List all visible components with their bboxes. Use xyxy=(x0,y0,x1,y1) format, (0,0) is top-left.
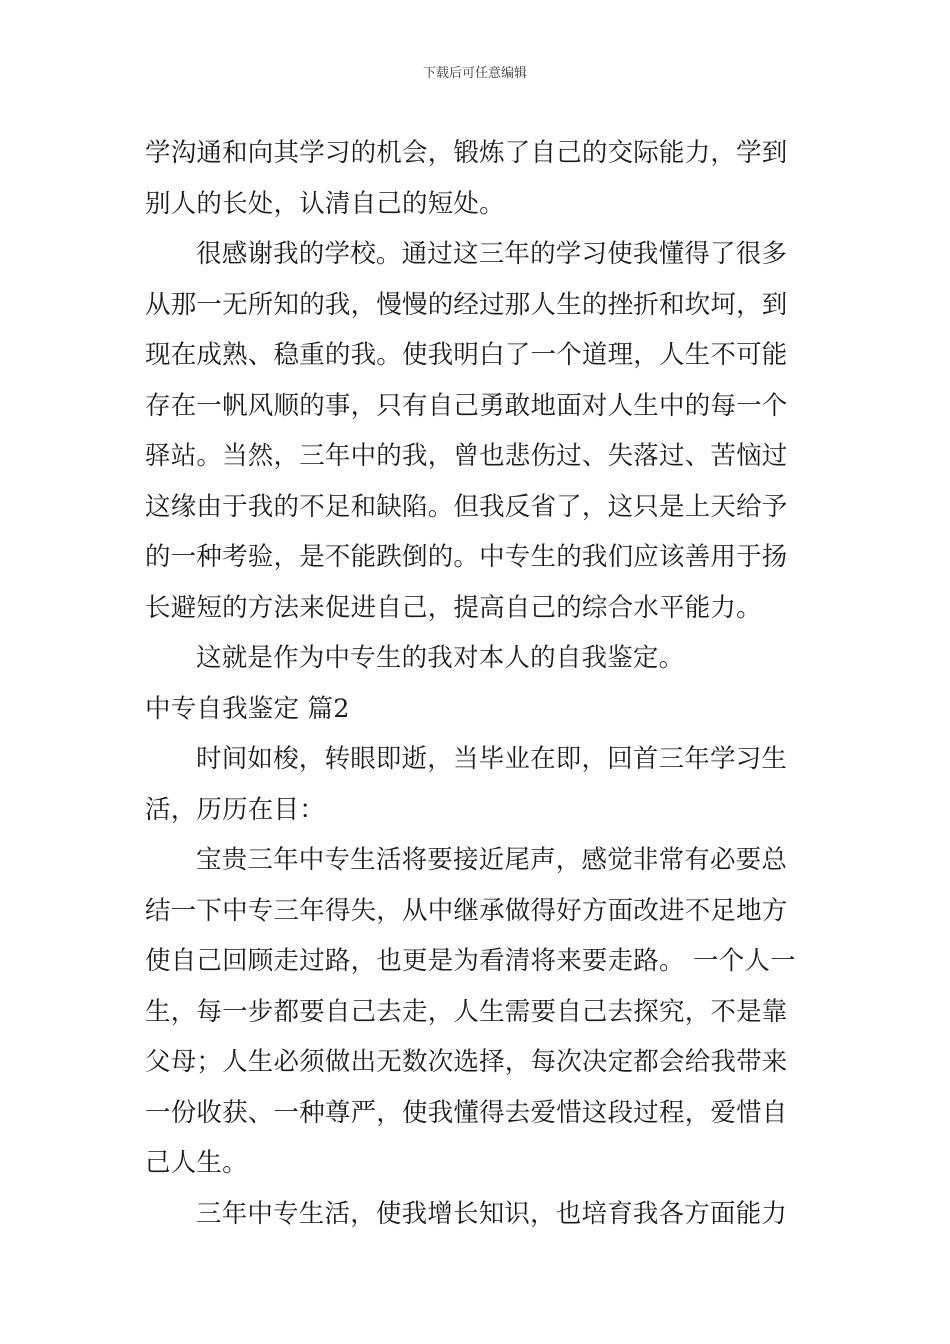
page-header: 下载后可任意编辑 xyxy=(422,66,527,81)
text-line: 驿站。当然，三年中的我，曾也悲伤过、失落过、苦恼过 xyxy=(145,441,788,471)
paragraph-start-line: 这就是作为中专生的我对本人的自我鉴定。 xyxy=(196,643,685,673)
paragraph-start-line: 时间如梭，转眼即逝，当毕业在即，回首三年学习生 xyxy=(196,744,788,774)
text-line: 别人的长处，认清自己的短处。 xyxy=(145,188,505,219)
text-line: 结一下中专三年得失，从中继承做得好方面改进不足地方 xyxy=(145,895,788,926)
text-line: 现在成熟、稳重的我。使我明白了一个道理，人生不可能 xyxy=(145,340,788,370)
text-line: 生，每一步都要自己去走，人生需要自己去探究，不是靠 xyxy=(145,996,788,1027)
text-line: 存在一帆风顺的事，只有自己勇敢地面对人生中的每一个 xyxy=(145,390,788,421)
text-line: 己人生。 xyxy=(145,1148,248,1178)
text-line: 活，历历在目： xyxy=(145,794,325,825)
text-line: 长避短的方法来促进自己，提高自己的综合水平能力。 xyxy=(145,592,762,623)
paragraph-start-line: 三年中专生活，使我增长知识，也培育我各方面能力 xyxy=(196,1198,788,1229)
text-line: 一份收获、一种尊严，使我懂得去爱惜这段过程，爱惜自 xyxy=(145,1097,788,1128)
text-line: 的一种考验，是不能跌倒的。中专生的我们应该善用于扬 xyxy=(145,542,788,572)
text-line: 使自己回顾走过路，也更是为看清将来要走路。 一个人一 xyxy=(145,946,796,976)
paragraph-start-line: 宝贵三年中专生活将要接近尾声，感觉非常有必要总 xyxy=(196,845,788,875)
paragraph-start-line: 很感谢我的学校。通过这三年的学习使我懂得了很多 xyxy=(196,239,788,269)
text-line: 父母；人生必须做出无数次选择，每次决定都会给我带来 xyxy=(145,1047,788,1077)
text-line: 这缘由于我的不足和缺陷。但我反省了，这只是上天给予 xyxy=(145,491,788,522)
text-line: 学沟通和向其学习的机会，锻炼了自己的交际能力，学到 xyxy=(145,138,788,168)
text-line: 从那一无所知的我，慢慢的经过那人生的挫折和坎坷，到 xyxy=(145,289,788,320)
section-heading: 中专自我鉴定 篇2 xyxy=(145,693,350,724)
document-body xyxy=(145,128,810,1239)
